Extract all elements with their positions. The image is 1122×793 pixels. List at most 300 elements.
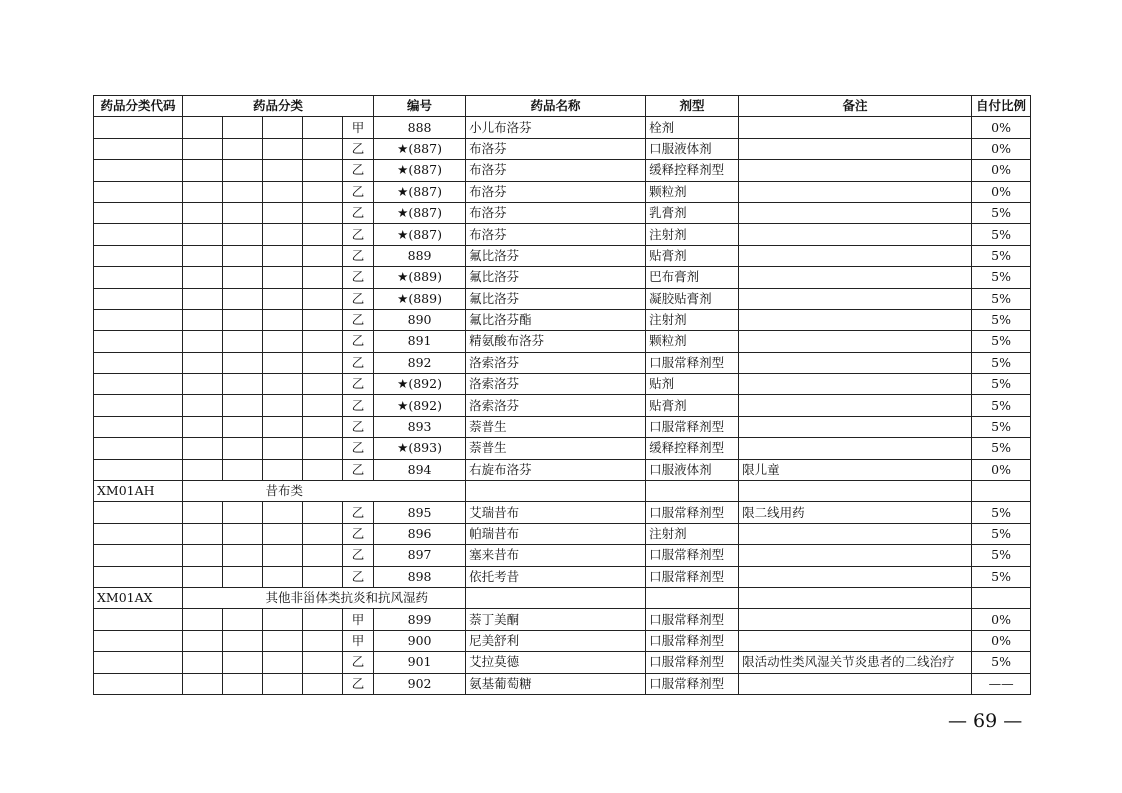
name-cell: 尼美舒利 bbox=[466, 630, 646, 651]
category-row bbox=[94, 587, 1031, 608]
category-level-4 bbox=[303, 138, 343, 159]
dosage-cell: 口服常释剂型 bbox=[646, 652, 739, 673]
category-level-1 bbox=[183, 523, 223, 544]
category-level-3 bbox=[263, 267, 303, 288]
dosage-cell: 口服常释剂型 bbox=[646, 502, 739, 523]
category-level-1 bbox=[183, 609, 223, 630]
grade-cell: 甲 bbox=[343, 609, 374, 630]
name-cell: 塞来昔布 bbox=[466, 545, 646, 566]
category-level-4 bbox=[303, 395, 343, 416]
note-cell bbox=[739, 395, 972, 416]
ratio-cell: 5% bbox=[972, 267, 1031, 288]
category-level-3 bbox=[263, 459, 303, 480]
name-cell: 艾拉莫德 bbox=[466, 652, 646, 673]
note-cell bbox=[739, 331, 972, 352]
dosage-cell: 注射剂 bbox=[646, 224, 739, 245]
name-cell: 萘丁美酮 bbox=[466, 609, 646, 630]
ratio-cell: 0% bbox=[972, 160, 1031, 181]
dosage-cell: 口服常释剂型 bbox=[646, 609, 739, 630]
category-level-2 bbox=[223, 523, 263, 544]
table-row bbox=[94, 138, 1031, 159]
table-row bbox=[94, 609, 1031, 630]
category-level-1 bbox=[183, 288, 223, 309]
note-cell bbox=[739, 545, 972, 566]
dosage-cell: 贴剂 bbox=[646, 374, 739, 395]
table-row bbox=[94, 416, 1031, 437]
table-row bbox=[94, 630, 1031, 651]
ratio-cell: 5% bbox=[972, 438, 1031, 459]
code-cell bbox=[94, 673, 183, 694]
table-row bbox=[94, 288, 1031, 309]
number-cell: 890 bbox=[374, 309, 466, 330]
name-cell: 萘普生 bbox=[466, 416, 646, 437]
note-cell bbox=[739, 288, 972, 309]
note-cell bbox=[739, 416, 972, 437]
category-level-4 bbox=[303, 416, 343, 437]
note-cell bbox=[739, 202, 972, 223]
grade-cell: 乙 bbox=[343, 652, 374, 673]
category-row bbox=[94, 481, 1031, 502]
note-cell bbox=[739, 138, 972, 159]
category-level-1 bbox=[183, 630, 223, 651]
drug-list-table bbox=[93, 95, 1031, 695]
header-name: 药品名称 bbox=[466, 96, 646, 117]
table-row bbox=[94, 267, 1031, 288]
ratio-cell: 0% bbox=[972, 117, 1031, 138]
ratio-cell: 5% bbox=[972, 416, 1031, 437]
dosage-cell: 口服液体剂 bbox=[646, 138, 739, 159]
category-level-1 bbox=[183, 331, 223, 352]
category-level-3 bbox=[263, 438, 303, 459]
code-cell bbox=[94, 652, 183, 673]
ratio-cell: 0% bbox=[972, 459, 1031, 480]
note-cell bbox=[739, 374, 972, 395]
code-cell bbox=[94, 224, 183, 245]
note-cell: 限二线用药 bbox=[739, 502, 972, 523]
name-cell: 氟比洛芬 bbox=[466, 245, 646, 266]
code-cell bbox=[94, 438, 183, 459]
category-level-3 bbox=[263, 630, 303, 651]
category-level-1 bbox=[183, 481, 223, 502]
category-level-3 bbox=[263, 523, 303, 544]
category-level-1 bbox=[183, 566, 223, 587]
code-cell bbox=[94, 502, 183, 523]
dosage-cell: 贴膏剂 bbox=[646, 395, 739, 416]
code-cell bbox=[94, 288, 183, 309]
category-level-4 bbox=[303, 459, 343, 480]
number-cell: 902 bbox=[374, 673, 466, 694]
table-row bbox=[94, 459, 1031, 480]
category-level-2 bbox=[223, 160, 263, 181]
table-row bbox=[94, 352, 1031, 373]
note-cell bbox=[739, 438, 972, 459]
ratio-cell: 5% bbox=[972, 245, 1031, 266]
category-level-4 bbox=[303, 352, 343, 373]
note-cell bbox=[972, 481, 1031, 502]
header-number: 编号 bbox=[374, 96, 466, 117]
code-cell bbox=[94, 566, 183, 587]
category-level-2 bbox=[223, 267, 263, 288]
note-cell bbox=[739, 245, 972, 266]
category-level-4 bbox=[303, 288, 343, 309]
category-level-1 bbox=[183, 202, 223, 223]
name-cell bbox=[646, 481, 739, 502]
category-level-2 bbox=[223, 138, 263, 159]
number-cell: 901 bbox=[374, 652, 466, 673]
ratio-cell: 5% bbox=[972, 545, 1031, 566]
name-cell: 布洛芬 bbox=[466, 202, 646, 223]
category-level-1 bbox=[183, 245, 223, 266]
dosage-cell: 乳膏剂 bbox=[646, 202, 739, 223]
table-row bbox=[94, 395, 1031, 416]
category-level-3 bbox=[263, 352, 303, 373]
note-cell bbox=[739, 673, 972, 694]
category-level-3 bbox=[263, 160, 303, 181]
ratio-cell: 5% bbox=[972, 566, 1031, 587]
number-cell: 892 bbox=[374, 352, 466, 373]
grade-cell: 乙 bbox=[343, 374, 374, 395]
note-cell bbox=[739, 309, 972, 330]
note-cell bbox=[972, 587, 1031, 608]
category-level-3 bbox=[263, 652, 303, 673]
grade-cell: 乙 bbox=[343, 181, 374, 202]
code-cell bbox=[94, 609, 183, 630]
ratio-cell: 5% bbox=[972, 309, 1031, 330]
dosage-cell: 口服常释剂型 bbox=[646, 416, 739, 437]
table-header-row bbox=[94, 96, 1031, 117]
name-cell bbox=[646, 587, 739, 608]
dosage-cell: 口服常释剂型 bbox=[646, 545, 739, 566]
note-cell bbox=[739, 224, 972, 245]
table-row bbox=[94, 202, 1031, 223]
ratio-cell: —— bbox=[972, 673, 1031, 694]
note-cell bbox=[739, 160, 972, 181]
number-cell bbox=[466, 481, 646, 502]
dosage-cell: 缓释控释剂型 bbox=[646, 160, 739, 181]
grade-cell: 乙 bbox=[343, 331, 374, 352]
code-cell bbox=[94, 202, 183, 223]
name-cell: 氟比洛芬酯 bbox=[466, 309, 646, 330]
category-level-3 bbox=[263, 245, 303, 266]
category-level-3 bbox=[263, 309, 303, 330]
dosage-cell: 口服常释剂型 bbox=[646, 352, 739, 373]
dosage-cell: 栓剂 bbox=[646, 117, 739, 138]
category-level-3 bbox=[263, 395, 303, 416]
table-row bbox=[94, 673, 1031, 694]
grade-cell: 甲 bbox=[343, 630, 374, 651]
number-cell: ★(889) bbox=[374, 267, 466, 288]
category-level-1 bbox=[183, 673, 223, 694]
category-level-1 bbox=[183, 395, 223, 416]
category-level-1 bbox=[183, 416, 223, 437]
name-cell: 氟比洛芬 bbox=[466, 288, 646, 309]
table-row bbox=[94, 224, 1031, 245]
note-cell bbox=[739, 630, 972, 651]
number-cell: ★(892) bbox=[374, 374, 466, 395]
dosage-cell: 口服常释剂型 bbox=[646, 566, 739, 587]
table-row bbox=[94, 502, 1031, 523]
category-level-2 bbox=[223, 202, 263, 223]
table-body bbox=[94, 117, 1031, 695]
grade-cell: 乙 bbox=[343, 288, 374, 309]
table-row bbox=[94, 652, 1031, 673]
category-level-3 bbox=[263, 609, 303, 630]
category-level-4 bbox=[303, 630, 343, 651]
category-level-2 bbox=[223, 288, 263, 309]
category-level-1 bbox=[183, 160, 223, 181]
ratio-cell: 5% bbox=[972, 224, 1031, 245]
grade-cell: 乙 bbox=[343, 309, 374, 330]
ratio-cell: 5% bbox=[972, 502, 1031, 523]
category-level-2 bbox=[223, 438, 263, 459]
category-level-1 bbox=[183, 587, 223, 608]
category-level-4 bbox=[303, 374, 343, 395]
dosage-cell: 缓释控释剂型 bbox=[646, 438, 739, 459]
number-cell: ★(887) bbox=[374, 138, 466, 159]
category-level-1 bbox=[183, 267, 223, 288]
table-row bbox=[94, 181, 1031, 202]
code-cell bbox=[94, 309, 183, 330]
category-level-1 bbox=[183, 309, 223, 330]
grade-cell: 乙 bbox=[343, 267, 374, 288]
category-level-2 bbox=[223, 352, 263, 373]
category-level-4 bbox=[303, 202, 343, 223]
number-cell: ★(887) bbox=[374, 160, 466, 181]
code-cell bbox=[94, 138, 183, 159]
grade-cell: 甲 bbox=[343, 117, 374, 138]
number-cell: 889 bbox=[374, 245, 466, 266]
number-cell bbox=[466, 587, 646, 608]
name-cell: 帕瑞昔布 bbox=[466, 523, 646, 544]
header-category: 药品分类 bbox=[183, 96, 374, 117]
category-level-3 bbox=[263, 202, 303, 223]
number-cell: ★(893) bbox=[374, 438, 466, 459]
note-cell: 限儿童 bbox=[739, 459, 972, 480]
category-level-1 bbox=[183, 224, 223, 245]
category-label: 昔布类 bbox=[263, 481, 466, 502]
ratio-cell: 0% bbox=[972, 630, 1031, 651]
dosage-cell: 巴布膏剂 bbox=[646, 267, 739, 288]
code-cell bbox=[94, 374, 183, 395]
category-level-3 bbox=[263, 138, 303, 159]
category-code: XM01AH bbox=[94, 481, 183, 502]
category-level-2 bbox=[223, 630, 263, 651]
dosage-cell: 口服常释剂型 bbox=[646, 630, 739, 651]
category-level-2 bbox=[223, 459, 263, 480]
name-cell: 洛索洛芬 bbox=[466, 352, 646, 373]
table-row bbox=[94, 245, 1031, 266]
category-level-3 bbox=[263, 566, 303, 587]
grade-cell: 乙 bbox=[343, 523, 374, 544]
code-cell bbox=[94, 160, 183, 181]
name-cell: 洛索洛芬 bbox=[466, 395, 646, 416]
grade-cell: 乙 bbox=[343, 459, 374, 480]
category-level-3 bbox=[263, 673, 303, 694]
dosage-cell: 贴膏剂 bbox=[646, 245, 739, 266]
ratio-cell: 0% bbox=[972, 609, 1031, 630]
dosage-cell: 注射剂 bbox=[646, 309, 739, 330]
category-level-2 bbox=[223, 117, 263, 138]
ratio-cell: 5% bbox=[972, 202, 1031, 223]
ratio-cell: 5% bbox=[972, 352, 1031, 373]
category-level-3 bbox=[263, 502, 303, 523]
category-level-4 bbox=[303, 545, 343, 566]
category-level-1 bbox=[183, 545, 223, 566]
category-level-3 bbox=[263, 416, 303, 437]
ratio-cell: 0% bbox=[972, 138, 1031, 159]
grade-cell: 乙 bbox=[343, 438, 374, 459]
category-level-1 bbox=[183, 374, 223, 395]
name-cell: 氨基葡萄糖 bbox=[466, 673, 646, 694]
table-row bbox=[94, 545, 1031, 566]
ratio-cell: 5% bbox=[972, 374, 1031, 395]
number-cell: ★(887) bbox=[374, 202, 466, 223]
category-level-4 bbox=[303, 181, 343, 202]
category-level-2 bbox=[223, 374, 263, 395]
name-cell: 布洛芬 bbox=[466, 224, 646, 245]
code-cell bbox=[94, 395, 183, 416]
code-cell bbox=[94, 245, 183, 266]
category-level-2 bbox=[223, 587, 263, 608]
number-cell: 895 bbox=[374, 502, 466, 523]
number-cell: ★(889) bbox=[374, 288, 466, 309]
category-level-4 bbox=[303, 523, 343, 544]
grade-cell: 乙 bbox=[343, 545, 374, 566]
number-cell: 897 bbox=[374, 545, 466, 566]
number-cell: 898 bbox=[374, 566, 466, 587]
category-level-1 bbox=[183, 138, 223, 159]
category-level-4 bbox=[303, 609, 343, 630]
note-cell bbox=[739, 117, 972, 138]
name-cell: 布洛芬 bbox=[466, 138, 646, 159]
category-level-3 bbox=[263, 117, 303, 138]
number-cell: 899 bbox=[374, 609, 466, 630]
code-cell bbox=[94, 545, 183, 566]
table-row bbox=[94, 438, 1031, 459]
code-cell bbox=[94, 459, 183, 480]
category-level-3 bbox=[263, 374, 303, 395]
ratio-cell: 5% bbox=[972, 523, 1031, 544]
ratio-cell: 5% bbox=[972, 331, 1031, 352]
code-cell bbox=[94, 331, 183, 352]
category-level-1 bbox=[183, 438, 223, 459]
header-ratio: 自付比例 bbox=[972, 96, 1031, 117]
note-cell bbox=[739, 352, 972, 373]
table-row bbox=[94, 566, 1031, 587]
ratio-cell: 0% bbox=[972, 181, 1031, 202]
category-level-4 bbox=[303, 331, 343, 352]
grade-cell: 乙 bbox=[343, 352, 374, 373]
code-cell bbox=[94, 630, 183, 651]
name-cell: 艾瑞昔布 bbox=[466, 502, 646, 523]
category-level-4 bbox=[303, 224, 343, 245]
name-cell: 小儿布洛芬 bbox=[466, 117, 646, 138]
category-level-3 bbox=[263, 288, 303, 309]
table-row bbox=[94, 374, 1031, 395]
category-level-1 bbox=[183, 652, 223, 673]
category-level-1 bbox=[183, 181, 223, 202]
category-level-4 bbox=[303, 438, 343, 459]
grade-cell: 乙 bbox=[343, 224, 374, 245]
table-row bbox=[94, 331, 1031, 352]
category-level-2 bbox=[223, 224, 263, 245]
category-level-2 bbox=[223, 481, 263, 502]
category-level-1 bbox=[183, 352, 223, 373]
code-cell bbox=[94, 181, 183, 202]
table-row bbox=[94, 309, 1031, 330]
number-cell: ★(887) bbox=[374, 181, 466, 202]
number-cell: 891 bbox=[374, 331, 466, 352]
grade-cell: 乙 bbox=[343, 138, 374, 159]
category-level-1 bbox=[183, 459, 223, 480]
category-level-4 bbox=[303, 117, 343, 138]
dosage-cell bbox=[739, 481, 972, 502]
category-level-3 bbox=[263, 331, 303, 352]
category-level-2 bbox=[223, 545, 263, 566]
ratio-cell: 5% bbox=[972, 395, 1031, 416]
page-number: — 69 — bbox=[948, 710, 1023, 732]
category-level-4 bbox=[303, 160, 343, 181]
category-level-2 bbox=[223, 502, 263, 523]
grade-cell: 乙 bbox=[343, 202, 374, 223]
category-level-2 bbox=[223, 181, 263, 202]
category-label: 其他非甾体类抗炎和抗风湿药 bbox=[263, 587, 466, 608]
category-level-4 bbox=[303, 309, 343, 330]
table-row bbox=[94, 117, 1031, 138]
number-cell: 900 bbox=[374, 630, 466, 651]
name-cell: 萘普生 bbox=[466, 438, 646, 459]
category-level-4 bbox=[303, 502, 343, 523]
number-cell: 896 bbox=[374, 523, 466, 544]
note-cell: 限活动性类风湿关节炎患者的二线治疗 bbox=[739, 652, 972, 673]
grade-cell: 乙 bbox=[343, 502, 374, 523]
number-cell: ★(887) bbox=[374, 224, 466, 245]
ratio-cell: 5% bbox=[972, 652, 1031, 673]
category-level-4 bbox=[303, 245, 343, 266]
dosage-cell bbox=[739, 587, 972, 608]
number-cell: ★(892) bbox=[374, 395, 466, 416]
dosage-cell: 颗粒剂 bbox=[646, 181, 739, 202]
name-cell: 精氨酸布洛芬 bbox=[466, 331, 646, 352]
note-cell bbox=[739, 523, 972, 544]
dosage-cell: 口服常释剂型 bbox=[646, 673, 739, 694]
category-level-1 bbox=[183, 502, 223, 523]
grade-cell: 乙 bbox=[343, 160, 374, 181]
category-level-1 bbox=[183, 117, 223, 138]
name-cell: 右旋布洛芬 bbox=[466, 459, 646, 480]
category-level-4 bbox=[303, 566, 343, 587]
table-row bbox=[94, 160, 1031, 181]
grade-cell: 乙 bbox=[343, 673, 374, 694]
note-cell bbox=[739, 609, 972, 630]
category-level-4 bbox=[303, 267, 343, 288]
category-level-4 bbox=[303, 673, 343, 694]
category-level-2 bbox=[223, 416, 263, 437]
grade-cell: 乙 bbox=[343, 416, 374, 437]
grade-cell: 乙 bbox=[343, 395, 374, 416]
code-cell bbox=[94, 352, 183, 373]
code-cell bbox=[94, 117, 183, 138]
note-cell bbox=[739, 267, 972, 288]
code-cell bbox=[94, 523, 183, 544]
header-code: 药品分类代码 bbox=[94, 96, 183, 117]
category-level-3 bbox=[263, 224, 303, 245]
category-level-3 bbox=[263, 181, 303, 202]
category-level-2 bbox=[223, 566, 263, 587]
name-cell: 洛索洛芬 bbox=[466, 374, 646, 395]
grade-cell: 乙 bbox=[343, 245, 374, 266]
name-cell: 布洛芬 bbox=[466, 160, 646, 181]
